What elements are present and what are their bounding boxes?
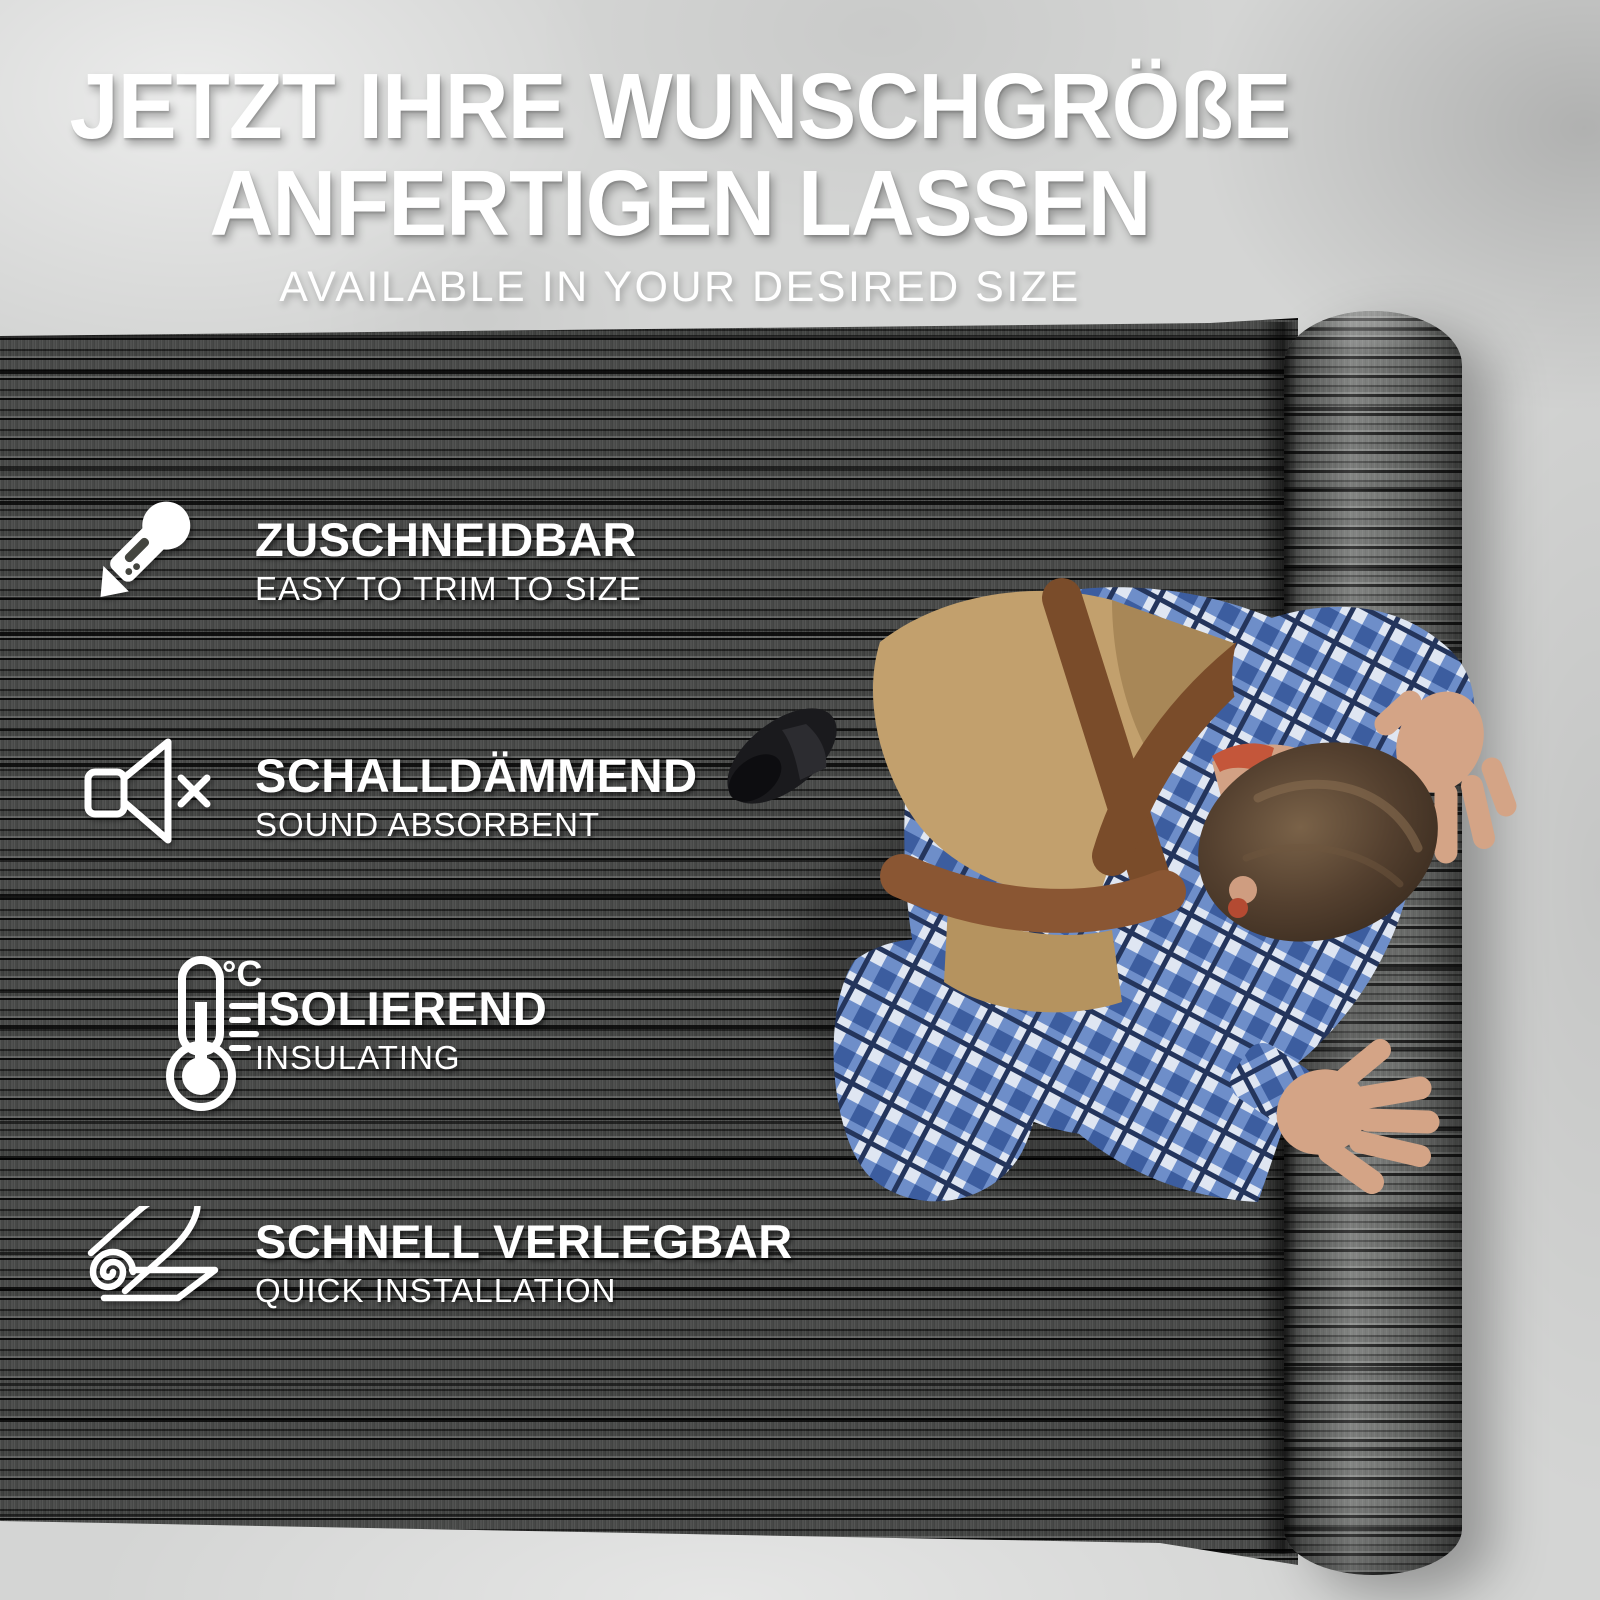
utility-knife-icon — [84, 490, 216, 622]
muted-speaker-icon — [80, 732, 215, 852]
feature-title: ISOLIEREND — [255, 982, 548, 1035]
feature-row — [255, 982, 548, 1076]
headline-line2: ANFERTIGEN LASSEN — [209, 150, 1151, 255]
feature-row — [255, 513, 642, 607]
headline-block — [0, 54, 1360, 312]
feature-subtitle: INSULATING — [255, 1039, 461, 1076]
feature-subtitle: EASY TO TRIM TO SIZE — [255, 570, 642, 607]
feature-subtitle: QUICK INSTALLATION — [255, 1272, 617, 1309]
headline-subtitle: AVAILABLE IN YOUR DESIRED SIZE — [279, 263, 1081, 312]
feature-row — [255, 749, 698, 843]
feature-title: SCHNELL VERLEGBAR — [255, 1215, 793, 1268]
feature-title: ZUSCHNEIDBAR — [255, 513, 637, 566]
worker-boot — [711, 690, 854, 822]
celsius-label: °C — [222, 953, 263, 994]
feature-title: SCHALLDÄMMEND — [255, 749, 698, 802]
feature-subtitle: SOUND ABSORBENT — [255, 806, 601, 843]
feature-row — [255, 1215, 793, 1309]
worker-illustration — [680, 555, 1525, 1285]
carpet-roll-icon — [74, 1206, 224, 1311]
headline-line1: JETZT IHRE WUNSCHGRÖßE — [69, 54, 1291, 158]
